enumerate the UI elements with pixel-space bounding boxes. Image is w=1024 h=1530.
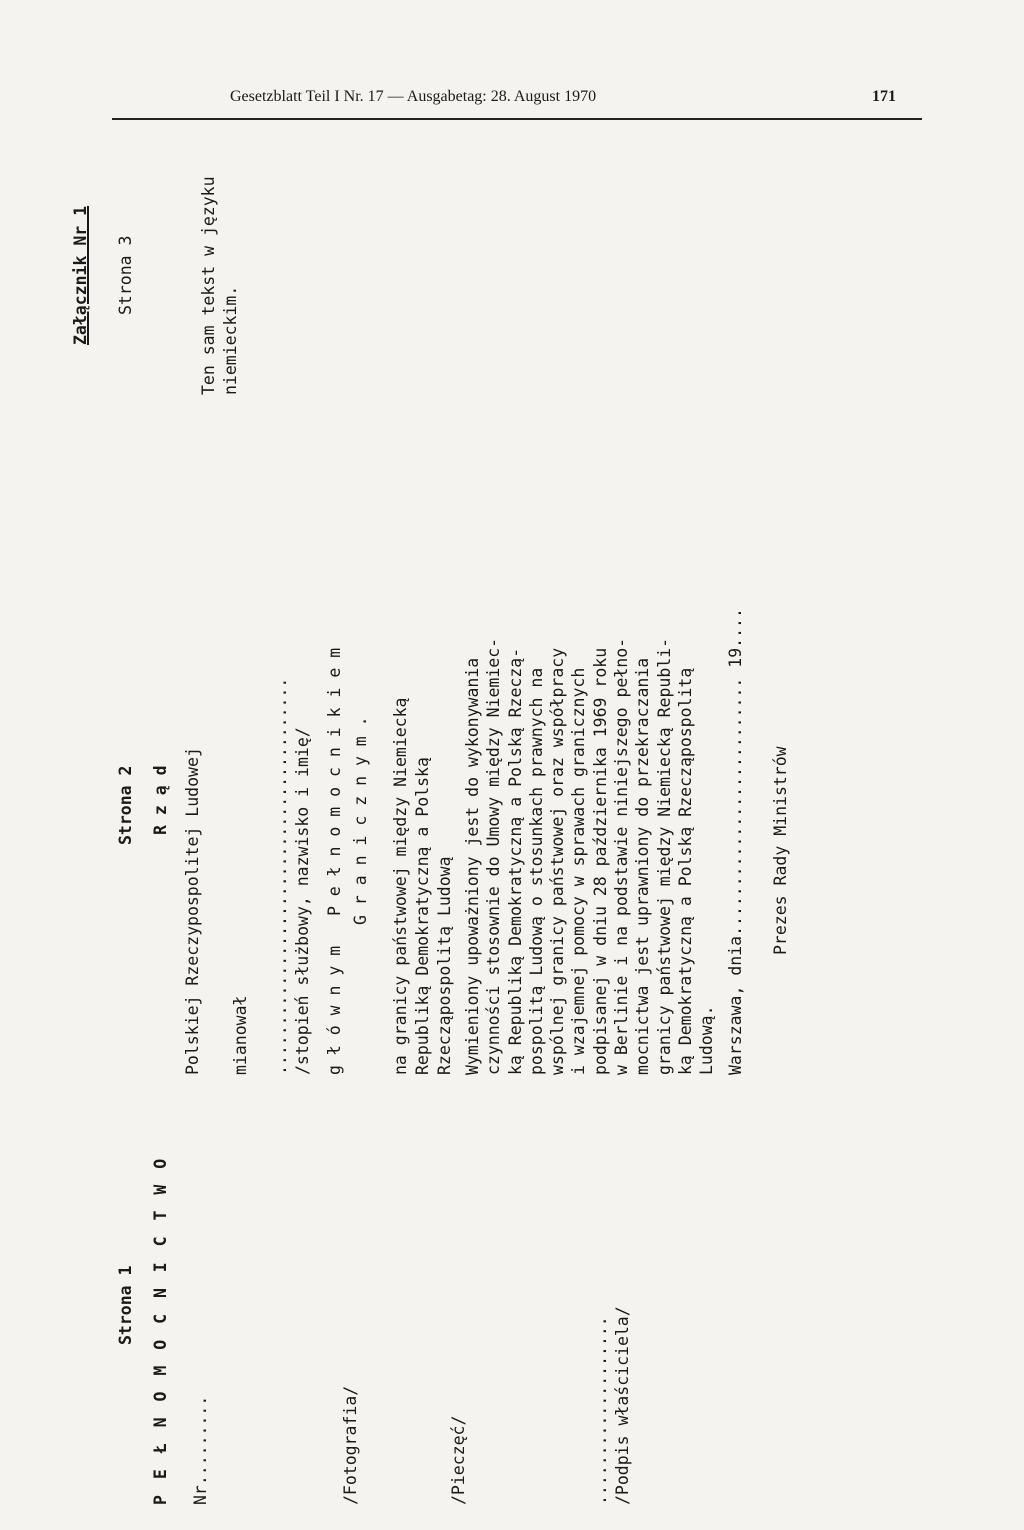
- signature-dots: ...................: [591, 1316, 610, 1505]
- rotated-document: [71, 125, 1000, 1505]
- photo-placeholder: /Fotografia/: [341, 1385, 360, 1505]
- page-3-label: Strona 3: [116, 235, 135, 315]
- gazette-title: Gesetzblatt Teil I Nr. 17 — Ausgabetag: 28. August 1970: [230, 88, 597, 105]
- annex-label: Załącznik Nr 1: [71, 205, 90, 345]
- authorization-paragraph: Wymieniony upoważniony jest do wykonywania czynności stosownie do Umowy między Niemiec- ką Republiką Demokratyczną a Polską Rzeczą- pospolitą Ludową o stosunkach prawnych na wspólnej granicy państwowej oraz współpracy i wzajemnej pomocy w sprawach granicznych podpisanej w dniu 28 października 1969 roku w Berlinie i na podstawie niniejszego pełno- mocnictwa jest uprawniony do przekraczania granicy państwowej między Niemiecką Republi- ką Demokratyczną a Polską Rzecząpospolitą Ludową.: [463, 637, 717, 1075]
- page-header: [0, 88, 1024, 116]
- government-heading: R z ą d: [151, 765, 170, 835]
- rank-name-caption: /stopień służbowy, nazwisko i imię/: [293, 727, 312, 1075]
- place-date-line: Warszawa, dnia.......................... 19....: [726, 608, 745, 1075]
- title-line-2: G r a n i c z n y m .: [351, 716, 370, 925]
- stamp-placeholder: /Pieczęć/: [449, 1415, 468, 1505]
- signer-title: Prezes Rady Ministrów: [771, 746, 790, 955]
- page-3-column: [71, 135, 1000, 395]
- header-rule: [112, 118, 922, 120]
- page-2-column: [116, 375, 1000, 1075]
- proxy-heading: P E Ł N O M O C N I C T W O: [151, 1155, 170, 1505]
- page-1-column: [116, 1025, 1000, 1505]
- title-line-1: g ł ó w n y m P e ł n o m o c n i k i e m: [325, 647, 344, 1075]
- page-2-label: Strona 2: [116, 765, 135, 845]
- signature-caption: /Podpis właściciela/: [613, 1306, 632, 1505]
- page-number: 171: [872, 88, 896, 105]
- german-text-note: Ten sam tekst w języku niemieckim.: [199, 176, 240, 395]
- appointed-label: mianował: [231, 995, 250, 1075]
- government-name: Polskiej Rzeczypospolitej Ludowej: [183, 747, 202, 1075]
- proxy-number: Nr.........: [191, 1395, 210, 1505]
- rank-name-dots: ........................................: [271, 677, 290, 1075]
- page-1-label: Strona 1: [116, 1265, 135, 1345]
- border-paragraph: na granicy państwowej między Niemiecką Republiką Demokratyczną a Polską Rzecząpospolitą Ludową: [391, 697, 454, 1075]
